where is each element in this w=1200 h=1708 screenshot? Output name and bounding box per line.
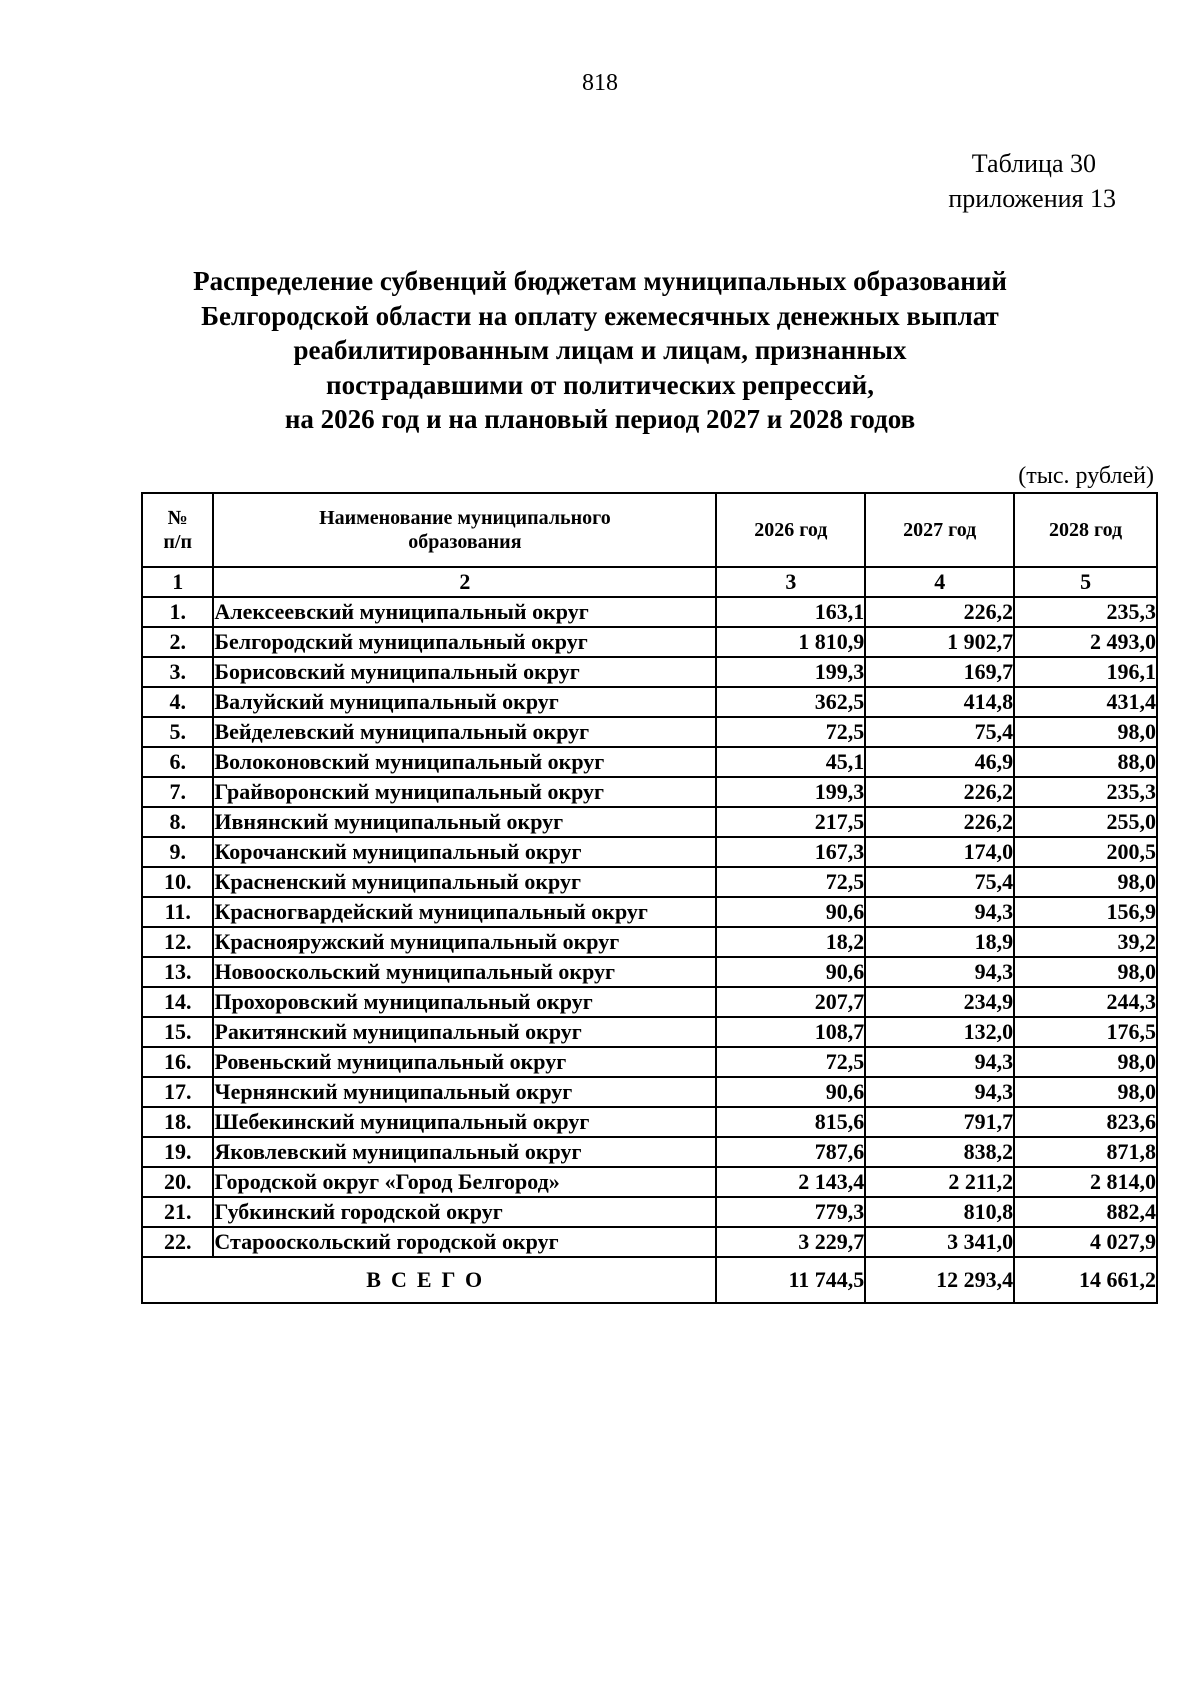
municipality-name: Вейделевский муниципальный округ — [213, 717, 716, 747]
value-2026: 72,5 — [716, 867, 865, 897]
value-2026: 199,3 — [716, 657, 865, 687]
municipality-name: Яковлевский муниципальный округ — [213, 1137, 716, 1167]
value-2028: 871,8 — [1014, 1137, 1157, 1167]
row-number: 2. — [142, 627, 213, 657]
column-number-row — [142, 567, 1157, 597]
row-number: 5. — [142, 717, 213, 747]
municipality-name: Алексеевский муниципальный округ — [213, 597, 716, 627]
value-2027: 94,3 — [865, 1047, 1014, 1077]
value-2027: 94,3 — [865, 957, 1014, 987]
row-number: 12. — [142, 927, 213, 957]
municipality-name: Грайворонский муниципальный округ — [213, 777, 716, 807]
value-2026: 207,7 — [716, 987, 865, 1017]
value-2028: 244,3 — [1014, 987, 1157, 1017]
value-2028: 431,4 — [1014, 687, 1157, 717]
value-2027: 414,8 — [865, 687, 1014, 717]
value-2028: 882,4 — [1014, 1197, 1157, 1227]
value-2026: 72,5 — [716, 717, 865, 747]
municipality-name: Белгородский муниципальный округ — [213, 627, 716, 657]
column-number: 1 — [142, 567, 213, 597]
table-label-number: Таблица 30 — [971, 149, 1096, 178]
table-row — [142, 927, 1157, 957]
table-row — [142, 987, 1157, 1017]
value-2028: 2 814,0 — [1014, 1167, 1157, 1197]
value-2028: 235,3 — [1014, 597, 1157, 627]
value-2028: 98,0 — [1014, 867, 1157, 897]
title-line: пострадавшими от политических репрессий, — [326, 369, 874, 400]
value-2027: 234,9 — [865, 987, 1014, 1017]
total-2027: 12 293,4 — [865, 1257, 1014, 1303]
row-number: 14. — [142, 987, 213, 1017]
header-name — [213, 493, 716, 567]
row-number: 10. — [142, 867, 213, 897]
table-header-row — [142, 493, 1157, 567]
row-number: 19. — [142, 1137, 213, 1167]
table-row — [142, 1017, 1157, 1047]
value-2027: 791,7 — [865, 1107, 1014, 1137]
value-2026: 779,3 — [716, 1197, 865, 1227]
page-number: 818 — [582, 70, 618, 96]
title-line: реабилитированным лицам и лицам, признанных — [293, 335, 907, 365]
table-row — [142, 957, 1157, 987]
row-number: 17. — [142, 1077, 213, 1107]
value-2027: 226,2 — [865, 777, 1014, 807]
subvention-table — [141, 492, 1158, 1304]
title-line: Белгородской области на оплату ежемесячных денежных выплат — [201, 300, 999, 331]
table-row — [142, 1077, 1157, 1107]
municipality-name: Прохоровский муниципальный округ — [213, 987, 716, 1017]
value-2028: 235,3 — [1014, 777, 1157, 807]
value-2028: 200,5 — [1014, 837, 1157, 867]
table-row — [142, 777, 1157, 807]
header-2028: 2028 год — [1014, 493, 1157, 567]
value-2026: 362,5 — [716, 687, 865, 717]
value-2026: 815,6 — [716, 1107, 865, 1137]
total-label: ВСЕГО — [142, 1257, 716, 1303]
value-2028: 4 027,9 — [1014, 1227, 1157, 1257]
row-number: 9. — [142, 837, 213, 867]
value-2028: 98,0 — [1014, 717, 1157, 747]
value-2027: 1 902,7 — [865, 627, 1014, 657]
document-title — [0, 264, 1200, 437]
table-row — [142, 627, 1157, 657]
column-number: 4 — [865, 567, 1014, 597]
value-2027: 226,2 — [865, 597, 1014, 627]
row-number: 1. — [142, 597, 213, 627]
header-name-line1: Наименование муниципального — [319, 507, 611, 529]
value-2027: 94,3 — [865, 1077, 1014, 1107]
header-number — [142, 493, 213, 567]
header-number-line2: п/п — [163, 531, 193, 553]
municipality-name: Ивнянский муниципальный округ — [213, 807, 716, 837]
value-2028: 98,0 — [1014, 957, 1157, 987]
value-2027: 2 211,2 — [865, 1167, 1014, 1197]
value-2026: 90,6 — [716, 897, 865, 927]
table-row — [142, 687, 1157, 717]
value-2027: 46,9 — [865, 747, 1014, 777]
row-number: 3. — [142, 657, 213, 687]
column-number: 2 — [213, 567, 716, 597]
value-2027: 75,4 — [865, 867, 1014, 897]
value-2027: 226,2 — [865, 807, 1014, 837]
row-number: 11. — [142, 897, 213, 927]
table-label — [948, 146, 1116, 216]
value-2026: 90,6 — [716, 957, 865, 987]
value-2026: 1 810,9 — [716, 627, 865, 657]
value-2028: 98,0 — [1014, 1047, 1157, 1077]
municipality-name: Волоконовский муниципальный округ — [213, 747, 716, 777]
municipality-name: Краснояружский муниципальный округ — [213, 927, 716, 957]
table-label-appendix: приложения 13 — [948, 184, 1116, 213]
value-2027: 94,3 — [865, 897, 1014, 927]
header-number-line1: № — [167, 507, 188, 529]
value-2028: 88,0 — [1014, 747, 1157, 777]
value-2028: 2 493,0 — [1014, 627, 1157, 657]
table-row — [142, 657, 1157, 687]
row-number: 21. — [142, 1197, 213, 1227]
value-2026: 167,3 — [716, 837, 865, 867]
value-2028: 98,0 — [1014, 1077, 1157, 1107]
value-2026: 3 229,7 — [716, 1227, 865, 1257]
row-number: 6. — [142, 747, 213, 777]
table-row — [142, 747, 1157, 777]
table-row — [142, 867, 1157, 897]
value-2027: 838,2 — [865, 1137, 1014, 1167]
value-2026: 163,1 — [716, 597, 865, 627]
municipality-name: Новооскольский муниципальный округ — [213, 957, 716, 987]
total-2028: 14 661,2 — [1014, 1257, 1157, 1303]
municipality-name: Красногвардейский муниципальный округ — [213, 897, 716, 927]
value-2026: 2 143,4 — [716, 1167, 865, 1197]
value-2026: 199,3 — [716, 777, 865, 807]
value-2026: 787,6 — [716, 1137, 865, 1167]
value-2026: 18,2 — [716, 927, 865, 957]
table-row — [142, 837, 1157, 867]
header-2026: 2026 год — [716, 493, 865, 567]
table-row — [142, 1227, 1157, 1257]
table-row — [142, 1197, 1157, 1227]
value-2028: 176,5 — [1014, 1017, 1157, 1047]
value-2026: 90,6 — [716, 1077, 865, 1107]
municipality-name: Красненский муниципальный округ — [213, 867, 716, 897]
value-2028: 156,9 — [1014, 897, 1157, 927]
municipality-name: Ракитянский муниципальный округ — [213, 1017, 716, 1047]
value-2027: 169,7 — [865, 657, 1014, 687]
value-2028: 39,2 — [1014, 927, 1157, 957]
row-number: 7. — [142, 777, 213, 807]
row-number: 16. — [142, 1047, 213, 1077]
total-row — [142, 1257, 1157, 1303]
row-number: 18. — [142, 1107, 213, 1137]
municipality-name: Борисовский муниципальный округ — [213, 657, 716, 687]
value-2027: 75,4 — [865, 717, 1014, 747]
column-number: 3 — [716, 567, 865, 597]
value-2028: 823,6 — [1014, 1107, 1157, 1137]
column-number: 5 — [1014, 567, 1157, 597]
title-line: Распределение субвенций бюджетам муниципальных образований — [193, 266, 1007, 296]
municipality-name: Ровеньский муниципальный округ — [213, 1047, 716, 1077]
value-2026: 108,7 — [716, 1017, 865, 1047]
row-number: 20. — [142, 1167, 213, 1197]
header-name-line2: образования — [408, 531, 522, 553]
value-2027: 132,0 — [865, 1017, 1014, 1047]
total-2026: 11 744,5 — [716, 1257, 865, 1303]
row-number: 4. — [142, 687, 213, 717]
row-number: 15. — [142, 1017, 213, 1047]
table-row — [142, 597, 1157, 627]
value-2027: 174,0 — [865, 837, 1014, 867]
table-row — [142, 807, 1157, 837]
municipality-name: Шебекинский муниципальный округ — [213, 1107, 716, 1137]
table-row — [142, 897, 1157, 927]
value-2027: 3 341,0 — [865, 1227, 1014, 1257]
value-2028: 255,0 — [1014, 807, 1157, 837]
table-row — [142, 1167, 1157, 1197]
municipality-name: Старооскольский городской округ — [213, 1227, 716, 1257]
row-number: 8. — [142, 807, 213, 837]
value-2027: 18,9 — [865, 927, 1014, 957]
units-note: (тыс. рублей) — [1018, 463, 1154, 489]
table-row — [142, 1047, 1157, 1077]
row-number: 22. — [142, 1227, 213, 1257]
value-2026: 217,5 — [716, 807, 865, 837]
title-line: на 2026 год и на плановый период 2027 и 2028 годов — [284, 404, 916, 434]
value-2026: 72,5 — [716, 1047, 865, 1077]
value-2028: 196,1 — [1014, 657, 1157, 687]
value-2027: 810,8 — [865, 1197, 1014, 1227]
municipality-name: Валуйский муниципальный округ — [213, 687, 716, 717]
table-row — [142, 717, 1157, 747]
table-row — [142, 1137, 1157, 1167]
value-2026: 45,1 — [716, 747, 865, 777]
municipality-name: Городской округ «Город Белгород» — [213, 1167, 716, 1197]
row-number: 13. — [142, 957, 213, 987]
header-2027: 2027 год — [865, 493, 1014, 567]
table-row — [142, 1107, 1157, 1137]
municipality-name: Корочанский муниципальный округ — [213, 837, 716, 867]
municipality-name: Чернянский муниципальный округ — [213, 1077, 716, 1107]
municipality-name: Губкинский городской округ — [213, 1197, 716, 1227]
